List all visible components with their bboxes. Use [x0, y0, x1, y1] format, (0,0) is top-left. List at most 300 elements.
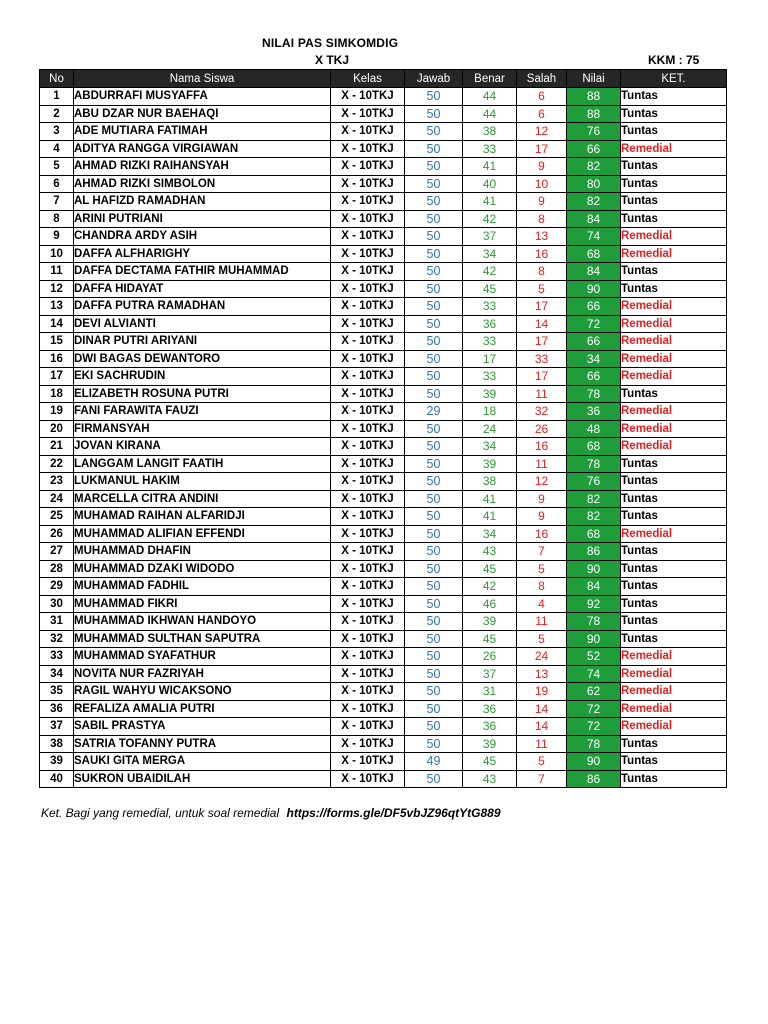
- correct-count: 43: [463, 543, 517, 561]
- table-row: [40, 315, 727, 333]
- answered-count: 50: [405, 525, 463, 543]
- correct-count: 34: [463, 438, 517, 456]
- row-number: 10: [40, 245, 74, 263]
- row-number: 12: [40, 280, 74, 298]
- score-cell: 78: [567, 455, 621, 473]
- answered-count: 50: [405, 280, 463, 298]
- answered-count: 50: [405, 718, 463, 736]
- score-cell: 36: [567, 403, 621, 421]
- score-cell: 72: [567, 315, 621, 333]
- student-name: REFALIZA AMALIA PUTRI: [74, 700, 331, 718]
- row-number: 37: [40, 718, 74, 736]
- correct-count: 34: [463, 245, 517, 263]
- column-header-benar: Benar: [463, 70, 517, 88]
- student-name: DEVI ALVIANTI: [74, 315, 331, 333]
- status-cell: Remedial: [621, 420, 727, 438]
- status-cell: Remedial: [621, 718, 727, 736]
- score-cell: 90: [567, 280, 621, 298]
- table-row: [40, 508, 727, 526]
- answered-count: 50: [405, 770, 463, 788]
- correct-count: 45: [463, 560, 517, 578]
- answered-count: 50: [405, 158, 463, 176]
- correct-count: 45: [463, 280, 517, 298]
- status-cell: Remedial: [621, 315, 727, 333]
- row-number: 8: [40, 210, 74, 228]
- status-cell: Remedial: [621, 648, 727, 666]
- wrong-count: 11: [517, 455, 567, 473]
- answered-count: 50: [405, 578, 463, 596]
- table-row: [40, 595, 727, 613]
- answered-count: 29: [405, 403, 463, 421]
- class-cell: X - 10TKJ: [331, 718, 405, 736]
- student-name: MUHAMMAD FADHIL: [74, 578, 331, 596]
- status-cell: Tuntas: [621, 578, 727, 596]
- wrong-count: 12: [517, 473, 567, 491]
- correct-count: 41: [463, 508, 517, 526]
- score-cell: 82: [567, 158, 621, 176]
- column-header-ket: KET.: [621, 70, 727, 88]
- student-name: DWI BAGAS DEWANTORO: [74, 350, 331, 368]
- class-cell: X - 10TKJ: [331, 578, 405, 596]
- student-name: MARCELLA CITRA ANDINI: [74, 490, 331, 508]
- score-cell: 82: [567, 508, 621, 526]
- column-header-salah: Salah: [517, 70, 567, 88]
- row-number: 18: [40, 385, 74, 403]
- class-cell: X - 10TKJ: [331, 88, 405, 106]
- row-number: 16: [40, 350, 74, 368]
- correct-count: 41: [463, 490, 517, 508]
- table-row: [40, 665, 727, 683]
- table-row: [40, 630, 727, 648]
- class-cell: X - 10TKJ: [331, 123, 405, 141]
- answered-count: 50: [405, 543, 463, 561]
- correct-count: 37: [463, 665, 517, 683]
- score-cell: 66: [567, 298, 621, 316]
- row-number: 40: [40, 770, 74, 788]
- student-name: DINAR PUTRI ARIYANI: [74, 333, 331, 351]
- table-row: [40, 525, 727, 543]
- correct-count: 34: [463, 525, 517, 543]
- student-name: ELIZABETH ROSUNA PUTRI: [74, 385, 331, 403]
- table-row: [40, 298, 727, 316]
- class-cell: X - 10TKJ: [331, 735, 405, 753]
- student-name: MUHAMMAD IKHWAN HANDOYO: [74, 613, 331, 631]
- row-number: 19: [40, 403, 74, 421]
- wrong-count: 17: [517, 333, 567, 351]
- correct-count: 42: [463, 578, 517, 596]
- table-row: [40, 88, 727, 106]
- table-row: [40, 455, 727, 473]
- answered-count: 50: [405, 263, 463, 281]
- table-row: [40, 613, 727, 631]
- student-name: CHANDRA ARDY ASIH: [74, 228, 331, 246]
- table-row: [40, 438, 727, 456]
- row-number: 1: [40, 88, 74, 106]
- column-header-name: Nama Siswa: [74, 70, 331, 88]
- class-label: X TKJ: [315, 53, 350, 67]
- wrong-count: 14: [517, 315, 567, 333]
- row-number: 6: [40, 175, 74, 193]
- kkm-label: KKM : 75: [648, 53, 700, 67]
- wrong-count: 8: [517, 210, 567, 228]
- score-cell: 66: [567, 333, 621, 351]
- row-number: 4: [40, 140, 74, 158]
- status-cell: Tuntas: [621, 123, 727, 141]
- table-row: [40, 578, 727, 596]
- status-cell: Remedial: [621, 683, 727, 701]
- wrong-count: 33: [517, 350, 567, 368]
- answered-count: 50: [405, 665, 463, 683]
- row-number: 20: [40, 420, 74, 438]
- correct-count: 39: [463, 735, 517, 753]
- table-row: [40, 420, 727, 438]
- table-row: [40, 368, 727, 386]
- student-name: MUHAMMAD SYAFATHUR: [74, 648, 331, 666]
- class-cell: X - 10TKJ: [331, 438, 405, 456]
- row-number: 5: [40, 158, 74, 176]
- wrong-count: 9: [517, 508, 567, 526]
- correct-count: 36: [463, 700, 517, 718]
- table-row: [40, 105, 727, 123]
- answered-count: 50: [405, 88, 463, 106]
- answered-count: 50: [405, 490, 463, 508]
- student-name: ABDURRAFI MUSYAFFA: [74, 88, 331, 106]
- wrong-count: 9: [517, 490, 567, 508]
- student-name: MUHAMMAD SULTHAN SAPUTRA: [74, 630, 331, 648]
- status-cell: Tuntas: [621, 385, 727, 403]
- class-cell: X - 10TKJ: [331, 683, 405, 701]
- status-cell: Remedial: [621, 245, 727, 263]
- status-cell: Tuntas: [621, 280, 727, 298]
- status-cell: Remedial: [621, 368, 727, 386]
- status-cell: Remedial: [621, 333, 727, 351]
- student-name: ABU DZAR NUR BAEHAQI: [74, 105, 331, 123]
- wrong-count: 7: [517, 770, 567, 788]
- class-cell: X - 10TKJ: [331, 333, 405, 351]
- correct-count: 36: [463, 718, 517, 736]
- status-cell: Tuntas: [621, 595, 727, 613]
- status-cell: Tuntas: [621, 753, 727, 771]
- student-name: RAGIL WAHYU WICAKSONO: [74, 683, 331, 701]
- correct-count: 38: [463, 473, 517, 491]
- status-cell: Tuntas: [621, 508, 727, 526]
- class-cell: X - 10TKJ: [331, 385, 405, 403]
- wrong-count: 9: [517, 193, 567, 211]
- status-cell: Tuntas: [621, 543, 727, 561]
- table-row: [40, 140, 727, 158]
- row-number: 2: [40, 105, 74, 123]
- wrong-count: 16: [517, 245, 567, 263]
- score-cell: 78: [567, 735, 621, 753]
- status-cell: Tuntas: [621, 560, 727, 578]
- score-cell: 74: [567, 228, 621, 246]
- wrong-count: 6: [517, 88, 567, 106]
- correct-count: 42: [463, 210, 517, 228]
- status-cell: Tuntas: [621, 455, 727, 473]
- table-row: [40, 683, 727, 701]
- student-name: SATRIA TOFANNY PUTRA: [74, 735, 331, 753]
- correct-count: 33: [463, 140, 517, 158]
- wrong-count: 7: [517, 543, 567, 561]
- status-cell: Tuntas: [621, 210, 727, 228]
- class-cell: X - 10TKJ: [331, 648, 405, 666]
- wrong-count: 16: [517, 525, 567, 543]
- wrong-count: 19: [517, 683, 567, 701]
- answered-count: 50: [405, 368, 463, 386]
- correct-count: 40: [463, 175, 517, 193]
- score-cell: 84: [567, 263, 621, 281]
- class-cell: X - 10TKJ: [331, 490, 405, 508]
- status-cell: Tuntas: [621, 193, 727, 211]
- column-header-nilai: Nilai: [567, 70, 621, 88]
- correct-count: 17: [463, 350, 517, 368]
- row-number: 7: [40, 193, 74, 211]
- wrong-count: 4: [517, 595, 567, 613]
- score-cell: 48: [567, 420, 621, 438]
- student-name: FANI FARAWITA FAUZI: [74, 403, 331, 421]
- correct-count: 39: [463, 455, 517, 473]
- row-number: 38: [40, 735, 74, 753]
- wrong-count: 24: [517, 648, 567, 666]
- student-name: SUKRON UBAIDILAH: [74, 770, 331, 788]
- row-number: 33: [40, 648, 74, 666]
- score-cell: 84: [567, 578, 621, 596]
- score-cell: 72: [567, 718, 621, 736]
- row-number: 31: [40, 613, 74, 631]
- correct-count: 39: [463, 613, 517, 631]
- answered-count: 50: [405, 385, 463, 403]
- row-number: 27: [40, 543, 74, 561]
- student-name: MUHAMMAD DZAKI WIDODO: [74, 560, 331, 578]
- table-row: [40, 350, 727, 368]
- class-cell: X - 10TKJ: [331, 315, 405, 333]
- row-number: 14: [40, 315, 74, 333]
- table-row: [40, 280, 727, 298]
- row-number: 13: [40, 298, 74, 316]
- student-name: SABIL PRASTYA: [74, 718, 331, 736]
- score-cell: 80: [567, 175, 621, 193]
- class-cell: X - 10TKJ: [331, 368, 405, 386]
- class-cell: X - 10TKJ: [331, 508, 405, 526]
- wrong-count: 5: [517, 753, 567, 771]
- status-cell: Tuntas: [621, 175, 727, 193]
- answered-count: 50: [405, 350, 463, 368]
- student-name: LANGGAM LANGIT FAATIH: [74, 455, 331, 473]
- score-cell: 76: [567, 473, 621, 491]
- score-cell: 66: [567, 368, 621, 386]
- table-row: [40, 770, 727, 788]
- table-row: [40, 123, 727, 141]
- class-cell: X - 10TKJ: [331, 455, 405, 473]
- remedial-form-link[interactable]: https://forms.gle/DF5vbJZ96qtYtG889: [286, 806, 501, 820]
- answered-count: 50: [405, 473, 463, 491]
- table-row: [40, 245, 727, 263]
- class-cell: X - 10TKJ: [331, 105, 405, 123]
- wrong-count: 5: [517, 630, 567, 648]
- status-cell: Tuntas: [621, 263, 727, 281]
- class-cell: X - 10TKJ: [331, 525, 405, 543]
- table-row: [40, 210, 727, 228]
- class-cell: X - 10TKJ: [331, 613, 405, 631]
- class-cell: X - 10TKJ: [331, 158, 405, 176]
- status-cell: Remedial: [621, 700, 727, 718]
- correct-count: 41: [463, 193, 517, 211]
- answered-count: 50: [405, 333, 463, 351]
- class-cell: X - 10TKJ: [331, 770, 405, 788]
- correct-count: 45: [463, 753, 517, 771]
- student-name: ADITYA RANGGA VIRGIAWAN: [74, 140, 331, 158]
- student-name: JOVAN KIRANA: [74, 438, 331, 456]
- wrong-count: 11: [517, 735, 567, 753]
- class-cell: X - 10TKJ: [331, 403, 405, 421]
- grades-body: [40, 88, 727, 788]
- correct-count: 31: [463, 683, 517, 701]
- status-cell: Tuntas: [621, 105, 727, 123]
- class-cell: X - 10TKJ: [331, 193, 405, 211]
- class-cell: X - 10TKJ: [331, 298, 405, 316]
- correct-count: 45: [463, 630, 517, 648]
- student-name: AHMAD RIZKI SIMBOLON: [74, 175, 331, 193]
- row-number: 23: [40, 473, 74, 491]
- table-row: [40, 473, 727, 491]
- wrong-count: 13: [517, 665, 567, 683]
- student-name: MUHAMMAD ALIFIAN EFFENDI: [74, 525, 331, 543]
- student-name: MUHAMMAD FIKRI: [74, 595, 331, 613]
- wrong-count: 12: [517, 123, 567, 141]
- answered-count: 50: [405, 560, 463, 578]
- wrong-count: 26: [517, 420, 567, 438]
- status-cell: Remedial: [621, 665, 727, 683]
- table-row: [40, 560, 727, 578]
- table-row: [40, 175, 727, 193]
- correct-count: 18: [463, 403, 517, 421]
- score-cell: 82: [567, 490, 621, 508]
- score-cell: 86: [567, 770, 621, 788]
- status-cell: Remedial: [621, 298, 727, 316]
- score-cell: 86: [567, 543, 621, 561]
- score-cell: 92: [567, 595, 621, 613]
- answered-count: 50: [405, 508, 463, 526]
- answered-count: 50: [405, 105, 463, 123]
- score-cell: 68: [567, 525, 621, 543]
- wrong-count: 5: [517, 560, 567, 578]
- student-name: DAFFA DECTAMA FATHIR MUHAMMAD: [74, 263, 331, 281]
- row-number: 17: [40, 368, 74, 386]
- row-number: 34: [40, 665, 74, 683]
- class-cell: X - 10TKJ: [331, 350, 405, 368]
- wrong-count: 9: [517, 158, 567, 176]
- status-cell: Remedial: [621, 350, 727, 368]
- score-cell: 82: [567, 193, 621, 211]
- score-cell: 90: [567, 560, 621, 578]
- answered-count: 50: [405, 683, 463, 701]
- remedial-note: [41, 806, 501, 820]
- answered-count: 50: [405, 175, 463, 193]
- table-row: [40, 193, 727, 211]
- wrong-count: 11: [517, 385, 567, 403]
- answered-count: 50: [405, 595, 463, 613]
- answered-count: 50: [405, 228, 463, 246]
- answered-count: 50: [405, 123, 463, 141]
- student-name: ARINI PUTRIANI: [74, 210, 331, 228]
- student-name: DAFFA PUTRA RAMADHAN: [74, 298, 331, 316]
- table-row: [40, 735, 727, 753]
- class-cell: X - 10TKJ: [331, 420, 405, 438]
- status-cell: Tuntas: [621, 158, 727, 176]
- correct-count: 44: [463, 105, 517, 123]
- student-name: MUHAMMAD DHAFIN: [74, 543, 331, 561]
- student-name: DAFFA ALFHARIGHY: [74, 245, 331, 263]
- row-number: 32: [40, 630, 74, 648]
- table-row: [40, 753, 727, 771]
- wrong-count: 32: [517, 403, 567, 421]
- row-number: 35: [40, 683, 74, 701]
- correct-count: 37: [463, 228, 517, 246]
- class-cell: X - 10TKJ: [331, 245, 405, 263]
- student-name: DAFFA HIDAYAT: [74, 280, 331, 298]
- correct-count: 33: [463, 333, 517, 351]
- note-text: Ket. Bagi yang remedial, untuk soal remedial: [41, 806, 280, 820]
- score-cell: 88: [567, 105, 621, 123]
- answered-count: 50: [405, 298, 463, 316]
- correct-count: 41: [463, 158, 517, 176]
- class-cell: X - 10TKJ: [331, 473, 405, 491]
- wrong-count: 14: [517, 700, 567, 718]
- row-number: 39: [40, 753, 74, 771]
- table-row: [40, 700, 727, 718]
- status-cell: Remedial: [621, 525, 727, 543]
- status-cell: Remedial: [621, 140, 727, 158]
- status-cell: Tuntas: [621, 88, 727, 106]
- score-cell: 88: [567, 88, 621, 106]
- table-row: [40, 403, 727, 421]
- row-number: 21: [40, 438, 74, 456]
- class-cell: X - 10TKJ: [331, 700, 405, 718]
- class-cell: X - 10TKJ: [331, 665, 405, 683]
- correct-count: 43: [463, 770, 517, 788]
- wrong-count: 14: [517, 718, 567, 736]
- wrong-count: 17: [517, 298, 567, 316]
- answered-count: 50: [405, 210, 463, 228]
- answered-count: 50: [405, 245, 463, 263]
- answered-count: 50: [405, 455, 463, 473]
- answered-count: 50: [405, 630, 463, 648]
- table-row: [40, 490, 727, 508]
- student-name: SAUKI GITA MERGA: [74, 753, 331, 771]
- correct-count: 33: [463, 298, 517, 316]
- answered-count: 50: [405, 420, 463, 438]
- wrong-count: 16: [517, 438, 567, 456]
- row-number: 24: [40, 490, 74, 508]
- class-cell: X - 10TKJ: [331, 263, 405, 281]
- row-number: 22: [40, 455, 74, 473]
- row-number: 28: [40, 560, 74, 578]
- score-cell: 34: [567, 350, 621, 368]
- student-name: AL HAFIZD RAMADHAN: [74, 193, 331, 211]
- correct-count: 24: [463, 420, 517, 438]
- score-cell: 72: [567, 700, 621, 718]
- answered-count: 49: [405, 753, 463, 771]
- score-cell: 78: [567, 385, 621, 403]
- status-cell: Tuntas: [621, 630, 727, 648]
- answered-count: 50: [405, 648, 463, 666]
- correct-count: 26: [463, 648, 517, 666]
- header-row: [40, 70, 727, 88]
- score-cell: 52: [567, 648, 621, 666]
- student-name: EKI SACHRUDIN: [74, 368, 331, 386]
- class-cell: X - 10TKJ: [331, 543, 405, 561]
- student-name: ADE MUTIARA FATIMAH: [74, 123, 331, 141]
